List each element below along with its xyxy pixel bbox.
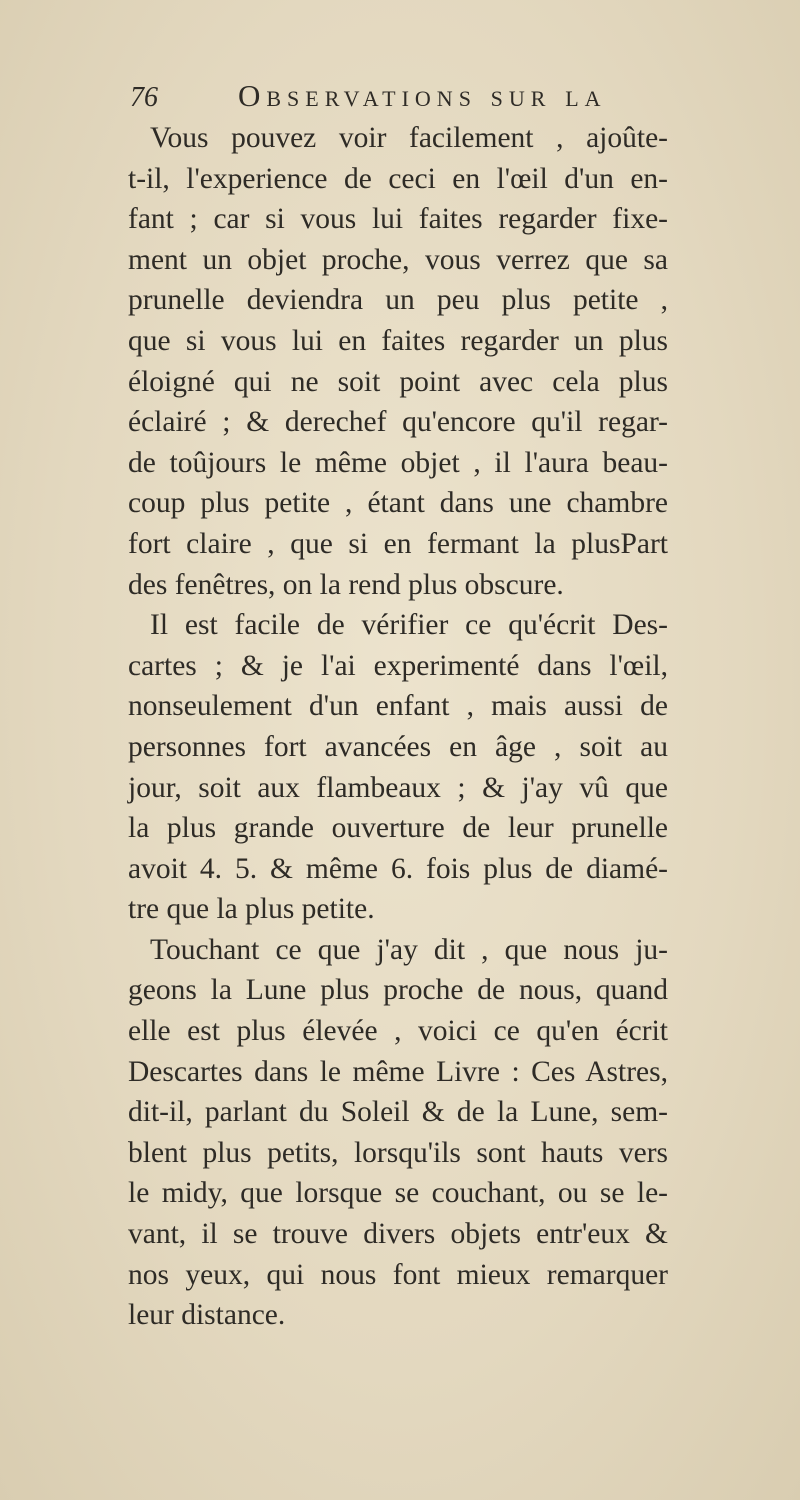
body-text bbox=[128, 118, 668, 1336]
text-line: Il est facile de vérifier ce qu'écrit Des- bbox=[150, 609, 668, 642]
text-line: éclairé ; & derechef qu'encore qu'il regar- bbox=[128, 406, 668, 439]
text-line: cartes ; & je l'ai experimenté dans l'œil, bbox=[128, 649, 668, 682]
text-line: la plus grande ouverture de leur prunelle bbox=[128, 812, 668, 845]
text-line: Descartes dans le même Livre : Ces Astres, bbox=[128, 1055, 668, 1088]
text-line: prunelle deviendra un peu plus petite , bbox=[128, 284, 668, 317]
text-line: ment un objet proche, vous verrez que sa bbox=[128, 243, 668, 276]
text-line: Touchant ce que j'ay dit , que nous ju- bbox=[150, 933, 668, 966]
text-line: personnes fort avancées en âge , soit au bbox=[128, 730, 668, 763]
text-line: de toûjours le même objet , il l'aura beau- bbox=[128, 446, 668, 479]
text-line: geons la Lune plus proche de nous, quand bbox=[128, 974, 668, 1007]
text-line: leur distance. bbox=[128, 1299, 286, 1332]
text-line: dit-il, parlant du Soleil & de la Lune, sem- bbox=[128, 1096, 668, 1129]
text-line: vant, il se trouve divers objets entr'eux & bbox=[128, 1218, 668, 1251]
text-line: avoit 4. 5. & même 6. fois plus de diamé- bbox=[128, 852, 668, 885]
text-line: blent plus petits, lorsqu'ils sont hauts vers bbox=[128, 1136, 668, 1169]
text-line: fant ; car si vous lui faites regarder fixe- bbox=[128, 203, 668, 236]
running-head-title: Observations sur la bbox=[238, 78, 607, 113]
page-number: 76 bbox=[130, 82, 158, 113]
text-line: nonseulement d'un enfant , mais aussi de bbox=[128, 690, 668, 723]
text-line: fort claire , que si en fermant la plusPart bbox=[128, 527, 668, 560]
text-line: des fenêtres, on la rend plus obscure. bbox=[128, 568, 564, 601]
text-line: éloigné qui ne soit point avec cela plus bbox=[128, 365, 668, 398]
text-line: que si vous lui en faites regarder un plus bbox=[128, 324, 668, 357]
text-line: Vous pouvez voir facilement , ajoûte- bbox=[150, 122, 668, 154]
text-line: tre que la plus petite. bbox=[128, 893, 375, 926]
text-line: nos yeux, qui nous font mieux remarquer bbox=[128, 1258, 668, 1291]
text-line: jour, soit aux flambeaux ; & j'ay vû que bbox=[128, 771, 668, 804]
text-line: coup plus petite , étant dans une chambre bbox=[128, 487, 668, 520]
text-line: le midy, que lorsque se couchant, ou se le- bbox=[128, 1177, 668, 1210]
text-line: t-il, l'experience de ceci en l'œil d'un en- bbox=[128, 162, 668, 195]
text-line: elle est plus élevée , voici ce qu'en écrit bbox=[128, 1015, 668, 1048]
running-head bbox=[118, 78, 678, 122]
